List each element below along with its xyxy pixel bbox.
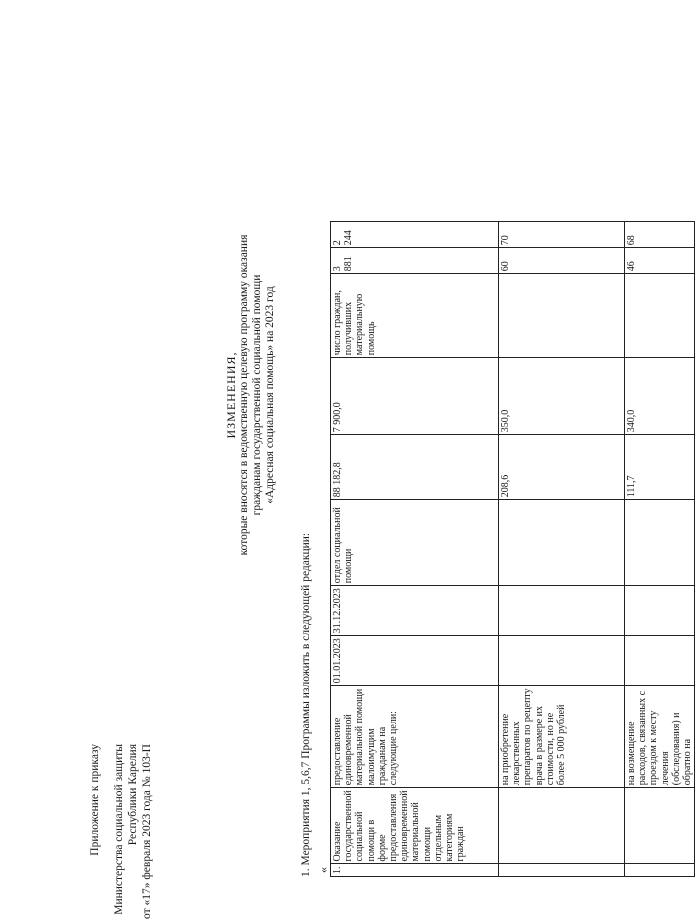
cell-indicator: число граждан, получивших материальную помощь <box>331 274 499 358</box>
cell-amount-2: 340,0 <box>625 358 695 435</box>
appendix-line: Приложение к приказу <box>89 744 101 856</box>
table-row <box>331 222 499 877</box>
cell-value-1: 60 <box>499 248 625 274</box>
title-line: «Адресная социальная помощь» на 2023 год <box>264 286 276 504</box>
cell-end-date <box>625 586 695 636</box>
cell-end-date <box>499 586 625 636</box>
changes-table <box>330 221 695 877</box>
document-title: ИЗМЕНЕНИЯ, <box>224 351 238 439</box>
cell-description: предоставление единовременной материальной помощи малоимущим гражданам на следующие цели: <box>331 686 499 788</box>
cell-value-1: 46 <box>625 248 695 274</box>
cell-executor: отдел социальной помощи <box>331 500 499 586</box>
cell-executor <box>625 500 695 586</box>
cell-amount: 88 182,8 <box>331 435 499 500</box>
cell-number <box>499 864 625 877</box>
appendix-line: Республики Карелия <box>127 744 139 846</box>
cell-event <box>499 788 625 864</box>
title-line: гражданам государственной социальной помощи <box>251 274 263 516</box>
cell-indicator <box>625 274 695 358</box>
cell-value-2: 68 <box>625 222 695 248</box>
opening-quote: « <box>316 867 330 873</box>
cell-description: на приобретение лекарственных препаратов по рецепту врача в размере их стоимости, но не более 5 000 рублей <box>499 686 625 788</box>
cell-end-date: 31.12.2023 <box>331 586 499 636</box>
cell-start-date <box>625 636 695 686</box>
cell-amount: 111,7 <box>625 435 695 500</box>
table-row <box>499 222 625 877</box>
cell-executor <box>499 500 625 586</box>
cell-amount-2: 350,0 <box>499 358 625 435</box>
cell-number: 1. <box>331 864 499 877</box>
appendix-line: Министерства социальной защиты <box>113 744 125 915</box>
appendix-header <box>88 744 154 919</box>
title-line: которые вносятся в ведомственную целевую программу оказания <box>238 234 250 556</box>
cell-amount: 208,6 <box>499 435 625 500</box>
title-block <box>225 135 277 655</box>
appendix-line: от «17» февраля 2023 года № 103-П <box>141 744 153 919</box>
cell-indicator <box>499 274 625 358</box>
cell-amount-2: 7 900,0 <box>331 358 499 435</box>
cell-description: на возмещение расходов, связанных с проездом к месту лечения (обследования) и обратно на <box>625 686 695 788</box>
cell-event: Оказание государственной социальной помощи в форме предоставления единовременной материальной помощи отдельным категориям граждан <box>331 788 499 864</box>
cell-value-2: 2 244 <box>331 222 499 248</box>
cell-value-1: 3 881 <box>331 248 499 274</box>
cell-start-date <box>499 636 625 686</box>
cell-number <box>625 864 695 877</box>
cell-start-date: 01.01.2023 <box>331 636 499 686</box>
cell-event <box>625 788 695 864</box>
intro-text: 1. Мероприятия 1, 5,6,7 Программы изложить в следующей редакции: <box>300 532 312 877</box>
table-row <box>625 222 695 877</box>
cell-value-2: 70 <box>499 222 625 248</box>
